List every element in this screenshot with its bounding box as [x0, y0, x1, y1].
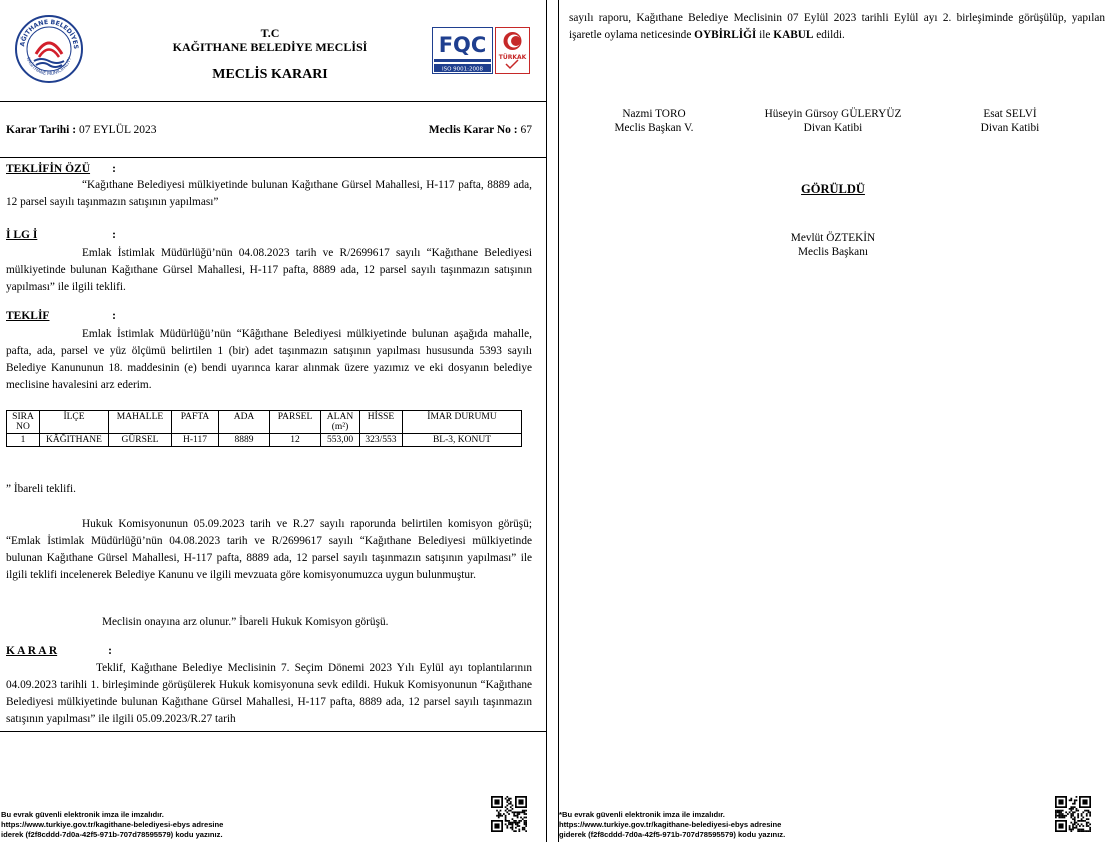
table-header-cell: ADA	[219, 411, 270, 434]
iso-text: ISO 9001:2008	[441, 66, 484, 73]
table-row	[7, 434, 522, 447]
table-header-cell: İLÇE	[40, 411, 109, 434]
signature-mayor	[739, 231, 927, 259]
decision-date	[6, 124, 156, 136]
teklif-heading: TEKLİF :	[6, 310, 116, 322]
e-signature-line-1: *Bu evrak güvenli elektronik imza ile imzalıdır.	[559, 810, 725, 819]
ile-text: ile	[759, 29, 771, 41]
table-header-cell: MAHALLE	[109, 411, 172, 434]
table-header-cell: HİSSE	[360, 411, 403, 434]
e-signature-note	[1, 810, 481, 840]
decision-number-value: 67	[520, 124, 532, 136]
ilgi-text: Emlak İstimlak Müdürlüğü’nün 04.08.2023 tarih ve R/2699617 sayılı “Kağıthane Belediyesi mülkiyetinde bulunan Kağıthane Gürsel Mahallesi, H-117 pafta, 8889 ada, 12 parsel sayılı taşınmazın satışının yapılması” ile ilgili teklifi.	[6, 247, 532, 293]
teklif-colon: :	[112, 310, 116, 322]
table-cell: BL-3, KONUT	[403, 434, 522, 447]
continuation-text	[569, 10, 1105, 44]
e-signature-line-3: giderek (f2f8cddd-7d0a-42f5-971b-707d78595579) kodu yazınız.	[559, 830, 786, 839]
table-cell: 12	[270, 434, 321, 447]
continuation-body: sayılı raporu, Kağıthane Belediye Meclisinin 07 Eylül 2023 tarihli Eylül ayı 2. birleşiminde görüşülüp, yapılan işaretle oylama neticesinde	[569, 12, 1105, 41]
decision-date-label: Karar Tarihi :	[6, 124, 77, 136]
decision-date-value: 07 EYLÜL 2023	[78, 124, 157, 136]
karar-colon: :	[108, 645, 112, 657]
document-page-1	[0, 0, 547, 842]
table-header-cell: ALAN (m²)	[321, 411, 360, 434]
karar-heading: K A R A R :	[6, 645, 112, 657]
table-header-cell: PARSEL	[270, 411, 321, 434]
signature-clerk-1	[739, 107, 927, 135]
e-signature-line-2: https://www.turkiye.gov.tr/kagithane-belediyesi-ebys adresine	[559, 820, 782, 829]
decision-number-label: Meclis Karar No :	[428, 124, 518, 136]
fqc-text: FQC	[438, 33, 487, 57]
signature-clerk-2	[955, 107, 1065, 135]
turkak-logo	[495, 27, 530, 74]
kabul-text: KABUL	[773, 29, 814, 41]
table-header-cell: İMAR DURUMU	[403, 411, 522, 434]
turkak-text: TÜRKAK	[498, 54, 527, 61]
header-tc: T.C	[260, 26, 280, 40]
edildi-text: edildi.	[816, 29, 845, 41]
signature-name: Nazmi TORO	[622, 108, 686, 120]
e-signature-note	[559, 810, 1039, 840]
table-cell: 8889	[219, 434, 270, 447]
signature-chair	[589, 107, 719, 135]
karar-text: Teklif, Kağıthane Belediye Meclisinin 7. Seçim Dönemi 2023 Yılı Eylül ayı toplantılarının 04.09.2023 tarihli 1. birleşiminde görüşülerek Hukuk komisyonuna sevk edildi. Hukuk Komisyonunun “Kağıthane Belediyesi mülkiyetinde bulunan Kağıthane Gürsel Mahallesi, H-117 pafta, 8889 ada, 12 parsel sayılı taşınmazın satışının yapılması” ile ilgili 05.09.2023/R.27 tarih	[6, 662, 532, 725]
ozu-text: “Kağıthane Belediyesi mülkiyetinde bulunan Kağıthane Gürsel Mahallesi, H-117 pafta, 8889 ada, 12 parsel sayılı taşınmazın satışının yapılması”	[6, 179, 532, 208]
page-title: MECLİS KARARI	[212, 67, 328, 82]
body-bottom-divider	[0, 731, 546, 732]
oybirligi-text: OYBİRLİĞİ	[694, 29, 757, 41]
e-signature-line-3: iderek (f2f8cddd-7d0a-42f5-971b-707d78595579) kodu yazınız.	[1, 830, 223, 839]
ozu-colon: :	[112, 163, 116, 175]
municipality-logo	[14, 14, 84, 84]
table-cell: KÂĞITHANE	[40, 434, 109, 447]
onay-text: Meclisin onayına arz olunur.” İbareli Hukuk Komisyon görüşü.	[102, 616, 389, 628]
e-signature-line-2: https://www.turkiye.gov.tr/kagithane-belediyesi-ebys adresine	[1, 820, 224, 829]
ilgi-heading: İ LG İ :	[6, 229, 116, 241]
svg-text:KAĞITHANE BELEDİYESİ: AĞITHANE BELEDİYES	[19, 18, 80, 50]
table-header-cell: PAFTA	[172, 411, 219, 434]
qr-code-icon	[1055, 796, 1091, 832]
decision-number	[429, 124, 532, 136]
signature-name: Mevlüt ÖZTEKİN	[790, 232, 876, 244]
ilgi-colon: :	[112, 229, 116, 241]
svg-text:KAĞITHANE MUNICIPALITY: KAĞITHANE MUNICIPALITY	[24, 56, 74, 78]
property-table	[6, 410, 522, 447]
e-signature-line-1: Bu evrak güvenli elektronik imza ile imzalıdır.	[1, 810, 164, 819]
signature-title: Divan Katibi	[980, 122, 1040, 134]
goruldu-heading: GÖRÜLDÜ	[801, 182, 865, 196]
document-page-2	[558, 0, 1117, 842]
header-divider	[0, 101, 546, 102]
table-cell: 323/553	[360, 434, 403, 447]
table-cell: H-117	[172, 434, 219, 447]
table-cell: 553,00	[321, 434, 360, 447]
ibareli-text: ” İbareli teklifi.	[6, 483, 76, 495]
table-cell: 1	[7, 434, 40, 447]
signature-title: Meclis Başkan V.	[614, 122, 694, 134]
council-name: KAĞITHANE BELEDİYE MECLİSİ	[172, 40, 368, 54]
table-cell: GÜRSEL	[109, 434, 172, 447]
teklif-text: Emlak İstimlak Müdürlüğü’nün “Kâğıthane Belediyesi mülkiyetinde bulunan aşağıda mahalle, pafta, ada, parsel ve yüz ölçümü belirtilen 1 (bir) adet taşınmazın satışının yapılması hususunda 5393 sayılı Belediye Kanununun 18. maddesinin (e) bendi uyarınca karar alınmak üzere yazımız ve eki dosyanın belediye meclisine havalesini arz ederim.	[6, 328, 532, 391]
fqc-logo	[432, 27, 493, 74]
signature-title: Meclis Başkanı	[798, 246, 868, 258]
table-header-cell: SIRA NO	[7, 411, 40, 434]
ozu-heading: TEKLİFİN ÖZÜ :	[6, 163, 116, 175]
signature-title: Divan Katibi	[803, 122, 863, 134]
table-header-row	[7, 411, 522, 434]
qr-code-icon	[491, 796, 527, 832]
meta-divider	[0, 157, 546, 158]
signature-name: Esat SELVİ	[983, 108, 1037, 120]
signature-name: Hüseyin Gürsoy GÜLERYÜZ	[764, 108, 902, 120]
hukuk-text: Hukuk Komisyonunun 05.09.2023 tarih ve R.27 sayılı raporunda belirtilen komisyon görüşü; “Emlak İstimlak Müdürlüğü’nün 04.08.2023 tarih ve R/2699617 sayılı “Kağıthane Belediyesi mülkiyetinde bulunan Kağıthane Gürsel Mahallesi, H-117 pafta, 8889 ada, 12 parsel sayılı taşınmazın satışının yapılması” ile ilgili teklifi incelenerek Belediye Kanunu ve ilgili mevzuata göre komisyonumuzca uygun bulunmuştur.	[6, 518, 532, 581]
